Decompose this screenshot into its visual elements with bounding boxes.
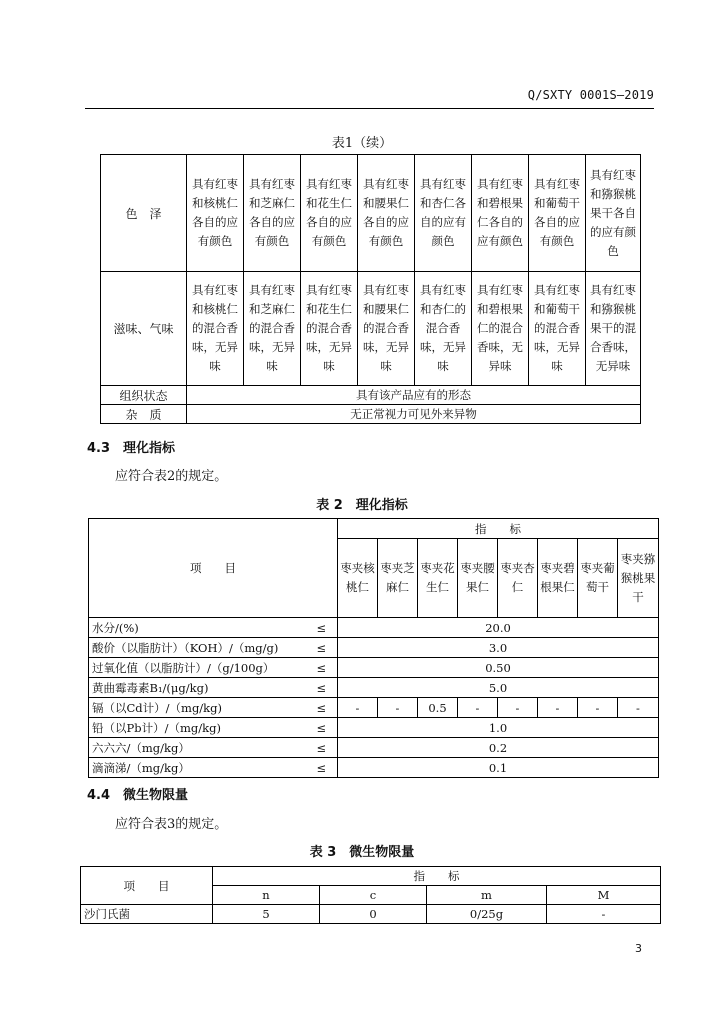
item-header: 项 目 — [89, 519, 338, 618]
column-header: 枣夹芝麻仁 — [378, 539, 418, 618]
cell: 具有红枣和芝麻仁各自的应有颜色 — [244, 155, 301, 272]
cell: 具有红枣和碧根果仁各自的应有颜色 — [472, 155, 529, 272]
item-cell: 沙门氏菌 — [81, 905, 213, 924]
symbol-cell: ≤ — [309, 638, 338, 658]
paragraph: 应符合表3的规定。 — [115, 817, 228, 832]
column-header: 枣夹腰果仁 — [458, 539, 498, 618]
table-row — [89, 678, 659, 698]
section-heading: 4.3 理化指标 — [87, 441, 176, 456]
value-cell: 0.5 — [418, 698, 458, 718]
page-number: 3 — [635, 942, 642, 955]
value-cell: - — [538, 698, 578, 718]
value-cell: 0.50 — [338, 658, 659, 678]
value-cell: - — [338, 698, 378, 718]
cell: 具有红枣和碧根果仁的混合香味，无异味 — [472, 272, 529, 386]
value-cell: 0/25g — [427, 905, 547, 924]
sensory-table — [100, 154, 641, 424]
item-cell: 过氧化值（以脂肪计）/（g/100g） — [89, 658, 309, 678]
symbol-cell: ≤ — [309, 718, 338, 738]
symbol-cell: ≤ — [309, 618, 338, 638]
column-header: c — [320, 886, 427, 905]
cell: 具有红枣和核桃仁各自的应有颜色 — [187, 155, 244, 272]
item-cell: 水分/(%) — [89, 618, 309, 638]
texture-value: 具有该产品应有的形态 — [187, 386, 641, 405]
document-code: Q/SXTY 0001S—2019 — [527, 88, 654, 102]
cell: 具有红枣和猕猴桃果干的混合香味，无异味 — [586, 272, 641, 386]
cell: 具有红枣和核桃仁的混合香味，无异味 — [187, 272, 244, 386]
symbol-cell: ≤ — [309, 738, 338, 758]
column-header: M — [547, 886, 661, 905]
column-header: 枣夹核桃仁 — [338, 539, 378, 618]
value-cell: 0 — [320, 905, 427, 924]
value-cell: 5 — [213, 905, 320, 924]
indicator-header: 指 标 — [338, 519, 659, 539]
value-cell: - — [578, 698, 618, 718]
value-cell: - — [498, 698, 538, 718]
table-row — [89, 618, 659, 638]
column-header: m — [427, 886, 547, 905]
column-header: n — [213, 886, 320, 905]
column-header: 枣夹葡萄干 — [578, 539, 618, 618]
column-header: 枣夹猕猴桃果干 — [618, 539, 659, 618]
physicochemical-table — [88, 518, 659, 778]
color-row — [101, 155, 641, 272]
indicator-header: 指 标 — [213, 867, 661, 886]
impurity-value: 无正常视力可见外来异物 — [187, 405, 641, 424]
item-cell: 六六六/（mg/kg） — [89, 738, 309, 758]
row-label: 滋味、气味 — [101, 272, 187, 386]
symbol-cell: ≤ — [309, 698, 338, 718]
cell: 具有红枣和杏仁的混合香味，无异味 — [415, 272, 472, 386]
cell: 具有红枣和葡萄干的混合香味，无异味 — [529, 272, 586, 386]
cell: 具有红枣和猕猴桃果干各自的应有颜色 — [586, 155, 641, 272]
table-row — [81, 905, 661, 924]
impurity-row — [101, 405, 641, 424]
paragraph: 应符合表2的规定。 — [115, 469, 228, 484]
column-header: 枣夹花生仁 — [418, 539, 458, 618]
value-cell: 0.2 — [338, 738, 659, 758]
value-cell: 20.0 — [338, 618, 659, 638]
value-cell: 1.0 — [338, 718, 659, 738]
item-cell: 酸价（以脂肪计）（KOH）/（mg/g) — [89, 638, 309, 658]
value-cell: - — [378, 698, 418, 718]
cell: 具有红枣和腰果仁的混合香味，无异味 — [358, 272, 415, 386]
symbol-cell: ≤ — [309, 658, 338, 678]
symbol-cell: ≤ — [309, 678, 338, 698]
table3-title: 表 3 微生物限量 — [309, 845, 415, 860]
cell: 具有红枣和花生仁的混合香味，无异味 — [301, 272, 358, 386]
row-label: 色 泽 — [101, 155, 187, 272]
column-header: 枣夹杏仁 — [498, 539, 538, 618]
taste-row — [101, 272, 641, 386]
cell: 具有红枣和葡萄干各自的应有颜色 — [529, 155, 586, 272]
column-header: 枣夹碧根果仁 — [538, 539, 578, 618]
item-cell: 铅（以Pb计）/（mg/kg) — [89, 718, 309, 738]
value-cell: 3.0 — [338, 638, 659, 658]
cell: 具有红枣和芝麻仁的混合香味，无异味 — [244, 272, 301, 386]
row-label: 组织状态 — [101, 386, 187, 405]
value-cell: - — [458, 698, 498, 718]
section-heading: 4.4 微生物限量 — [87, 788, 189, 803]
value-cell: - — [547, 905, 661, 924]
cell: 具有红枣和杏仁各自的应有颜色 — [415, 155, 472, 272]
value-cell: - — [618, 698, 659, 718]
cell: 具有红枣和花生仁各自的应有颜色 — [301, 155, 358, 272]
item-cell: 滴滴涕/（mg/kg） — [89, 758, 309, 778]
value-cell: 0.1 — [338, 758, 659, 778]
texture-row — [101, 386, 641, 405]
item-header: 项 目 — [81, 867, 213, 905]
table-row — [89, 738, 659, 758]
row-label: 杂 质 — [101, 405, 187, 424]
cell: 具有红枣和腰果仁各自的应有颜色 — [358, 155, 415, 272]
table1-caption: 表1（续） — [331, 136, 393, 151]
table-row — [89, 698, 659, 718]
value-cell: 5.0 — [338, 678, 659, 698]
microbial-table — [80, 866, 661, 924]
table-row — [89, 758, 659, 778]
table-row — [89, 638, 659, 658]
table2-title: 表 2 理化指标 — [316, 498, 408, 513]
table-row — [89, 718, 659, 738]
item-cell: 黄曲霉毒素B₁/(μg/kg) — [89, 678, 309, 698]
header-rule — [85, 108, 654, 109]
table-row — [89, 658, 659, 678]
symbol-cell: ≤ — [309, 758, 338, 778]
item-cell: 镉（以Cd计）/（mg/kg) — [89, 698, 309, 718]
